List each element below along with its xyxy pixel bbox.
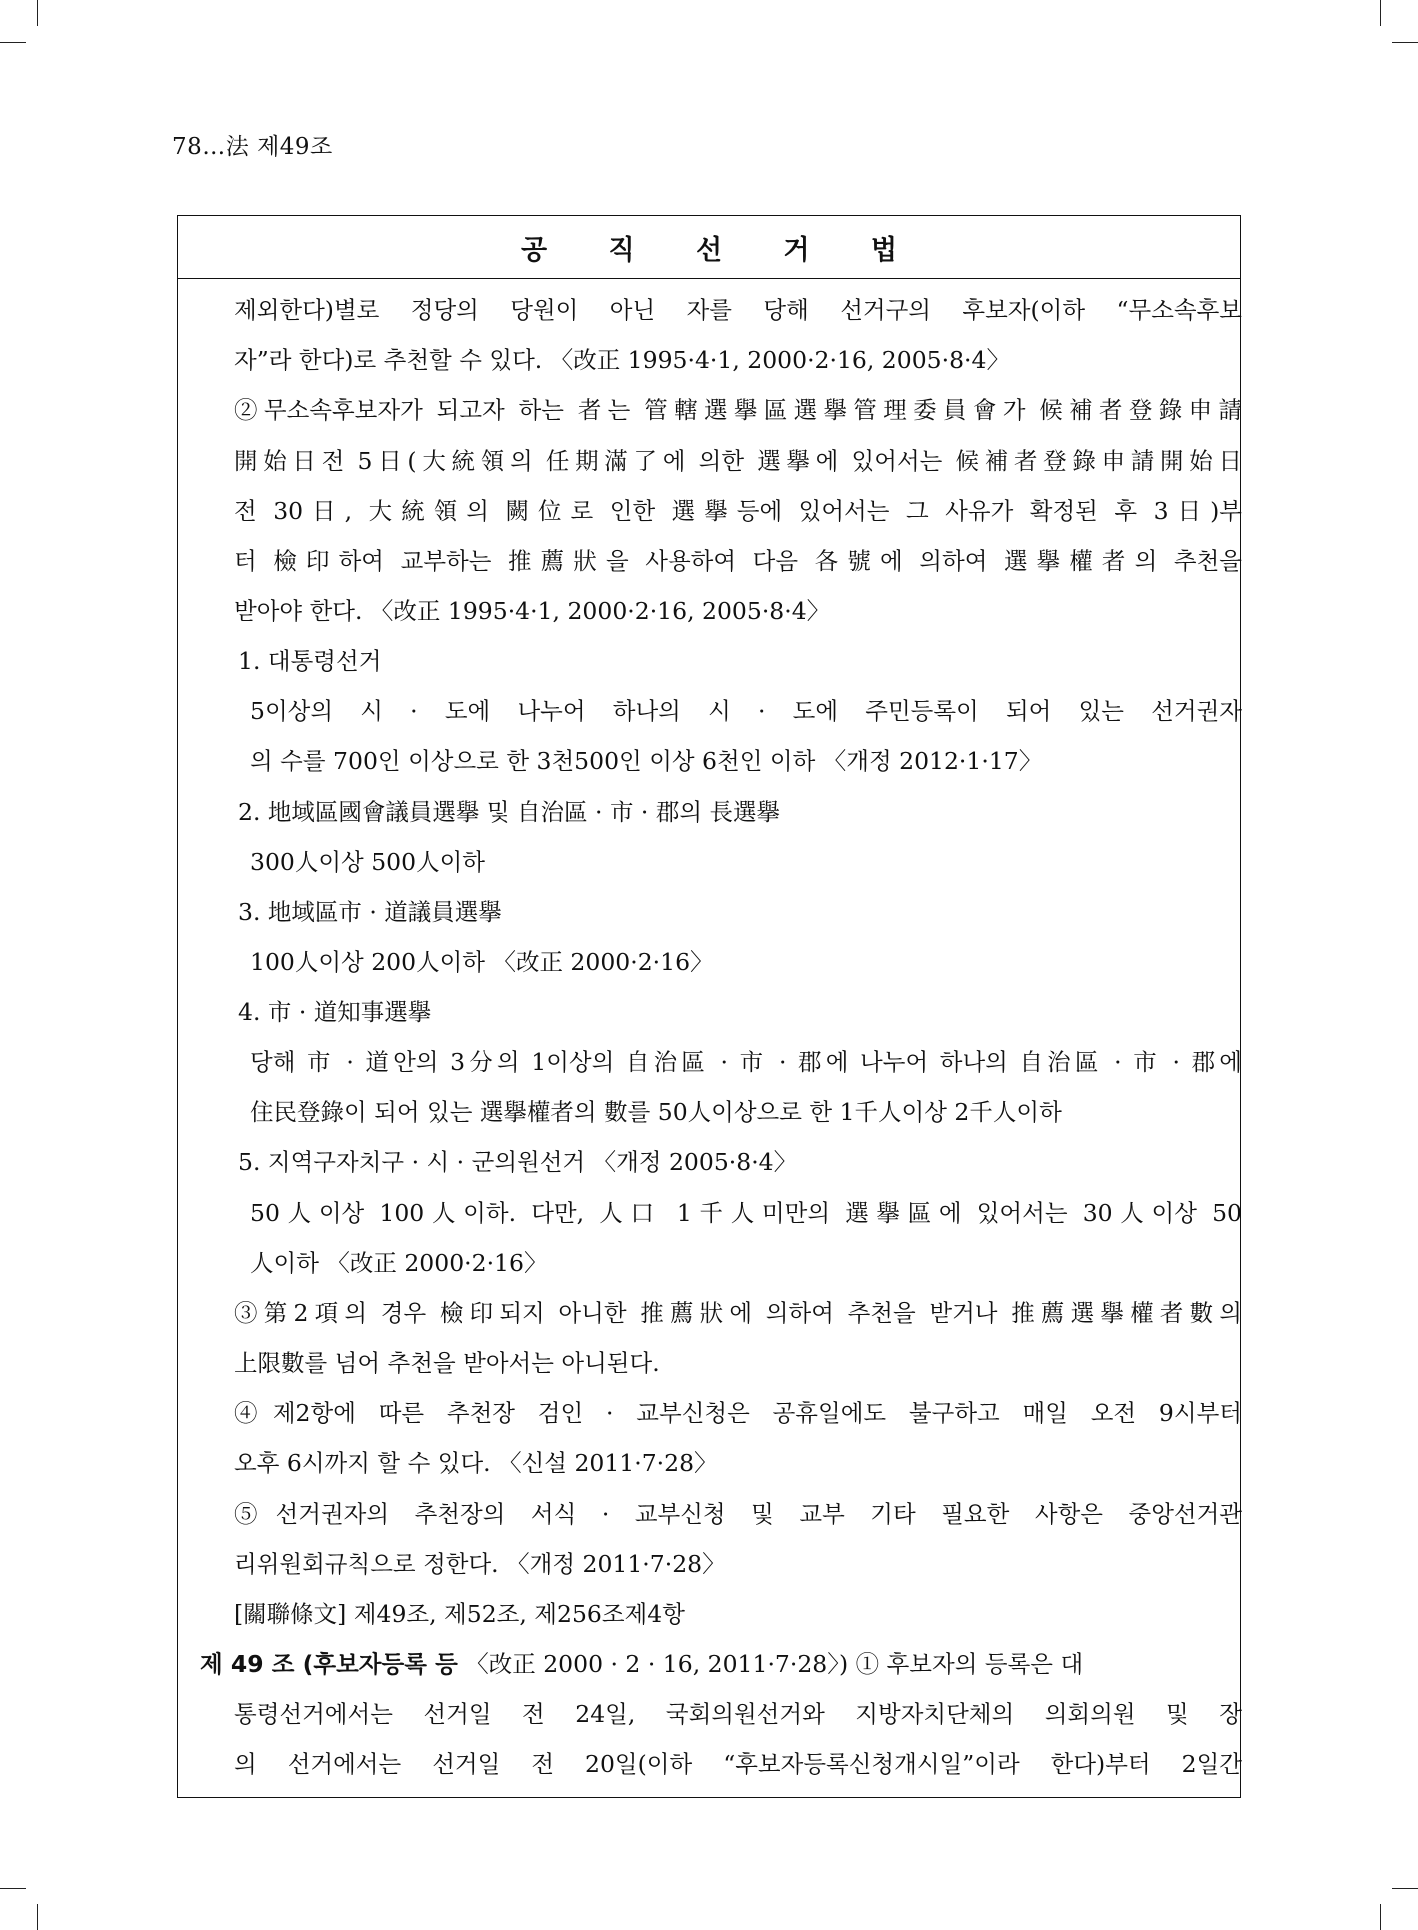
item-4-text: 住民登錄이 되어 있는 選擧權者의 數를 50人이상으로 한 1千人이상 2千人이하 [250, 1098, 1062, 1126]
text-line: 開始日전 5日(大統領의 任期滿了에 의한 選擧에 있어서는 候補者登錄申請開始日 [234, 447, 1242, 475]
law-text-box [177, 215, 1241, 1798]
text-line: 리위원회규칙으로 정한다. 〈개정 2011·7·28〉 [234, 1550, 726, 1578]
text-line: 자”라 한다)로 추천할 수 있다. 〈改正 1995·4·1, 2000·2·16, 2005·8·4〉 [234, 346, 1010, 374]
text-line: 전 30日, 大統領의 闕位로 인한 選擧등에 있어서는 그 사유가 확정된 후 3日)부 [234, 497, 1242, 525]
crop-mark-bottom-right-v [1380, 1904, 1381, 1930]
item-3-title: 3. 地域區市 · 道議員選擧 [238, 898, 502, 926]
paragraph-2-line: ②무소속후보자가 되고자 하는 者는 管轄選擧區選擧管理委員會가 候補者登錄申請 [234, 396, 1242, 424]
item-4-text: 당해 市 · 道안의 3分의 1이상의 自治區 · 市 · 郡에 나누어 하나의 自治區 · 市 · 郡에 [250, 1048, 1242, 1076]
article-49-text: 〈改正 2000 · 2 · 16, 2011·7·28〉) ① 후보자의 등록은 대 [457, 1650, 1084, 1678]
item-4-title: 4. 市 · 道知事選擧 [238, 998, 432, 1026]
related-articles: [關聯條文] 제49조, 제52조, 제256조제4항 [234, 1600, 685, 1628]
article-49-line: 의 선거에서는 선거일 전 20일(이하 “후보자등록신청개시일”이라 한다)부터 2일간 [234, 1750, 1242, 1778]
text-line: 받아야 한다. 〈改正 1995·4·1, 2000·2·16, 2005·8·4〉 [234, 597, 831, 625]
paragraph-4-line: ④제2항에 따른 추천장 검인 · 교부신청은 공휴일에도 불구하고 매일 오전 9시부터 [234, 1399, 1242, 1427]
crop-mark-top-right-h [1392, 42, 1418, 43]
item-1-text: 5이상의 시 · 도에 나누어 하나의 시 · 도에 주민등록이 되어 있는 선거권자 [250, 697, 1242, 725]
item-2-text: 300人이상 500人이하 [250, 848, 485, 876]
paragraph-5-line: ⑤선거권자의 추천장의 서식 · 교부신청 및 교부 기타 필요한 사항은 중앙선거관 [234, 1500, 1242, 1528]
text-line: 오후 6시까지 할 수 있다. 〈신설 2011·7·28〉 [234, 1449, 718, 1477]
page-header: 78…法 제49조 [172, 134, 333, 160]
box-title: 공 직 선 거 법 [178, 216, 1240, 279]
item-1-text: 의 수를 700인 이상으로 한 3천500인 이상 6천인 이하 〈개정 2012·1·17〉 [250, 747, 1043, 775]
item-3-text: 100人이상 200人이하 〈改正 2000·2·16〉 [250, 948, 714, 976]
crop-mark-bottom-left-v [37, 1904, 38, 1930]
item-5-text: 人이하 〈改正 2000·2·16〉 [250, 1249, 548, 1277]
crop-mark-top-right-v [1380, 0, 1381, 26]
article-49-title: 제 49 조 (후보자등록 등 [200, 1650, 458, 1678]
item-5-text: 50人이상 100人이하. 다만, 人口 1千人미만의 選擧區에 있어서는 30人이상 50 [250, 1199, 1242, 1227]
article-49-heading [178, 1647, 1220, 1681]
text-line: 上限數를 넘어 추천을 받아서는 아니된다. [234, 1349, 660, 1377]
paragraph-3-line: ③第2項의 경우 檢印되지 아니한 推薦狀에 의하여 추천을 받거나 推薦選擧權者數의 [234, 1299, 1242, 1327]
item-1-title: 1. 대통령선거 [238, 647, 382, 675]
crop-mark-bottom-left-h [0, 1888, 26, 1889]
text-line: 제외한다)별로 정당의 당원이 아닌 자를 당해 선거구의 후보자(이하 “무소속후보 [234, 296, 1242, 324]
item-5-title: 5. 지역구자치구 · 시 · 군의원선거 〈개정 2005·8·4〉 [238, 1148, 798, 1176]
law-content [178, 279, 1240, 1796]
text-line: 터 檢印하여 교부하는 推薦狀을 사용하여 다음 各號에 의하여 選擧權者의 추천을 [234, 547, 1242, 575]
article-49-line: 통령선거에서는 선거일 전 24일, 국회의원선거와 지방자치단체의 의회의원 및 장 [234, 1700, 1242, 1728]
crop-mark-top-left-v [37, 0, 38, 26]
item-2-title: 2. 地域區國會議員選擧 및 自治區 · 市 · 郡의 長選擧 [238, 798, 781, 826]
crop-mark-top-left-h [0, 42, 26, 43]
crop-mark-bottom-right-h [1392, 1888, 1418, 1889]
